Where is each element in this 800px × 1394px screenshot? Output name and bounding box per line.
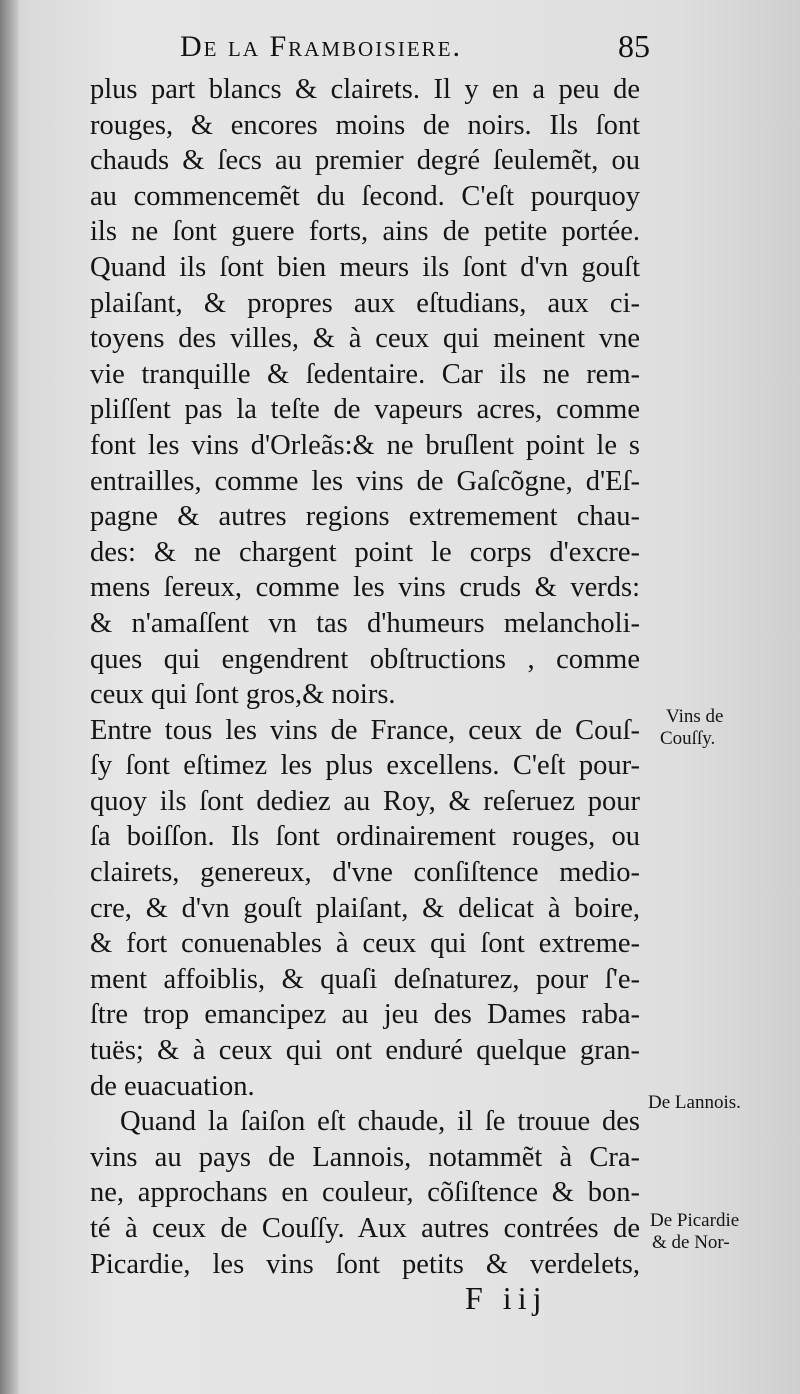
text-line: tuës; & à ceux qui ont enduré quelque gran- xyxy=(90,1035,640,1067)
page-number: 85 xyxy=(618,28,650,64)
text-line: ſy ſont eſtimez les plus excellens. C'eſt pour- xyxy=(90,750,640,782)
text-line: ques qui engendrent obſtructions , comme xyxy=(90,643,640,675)
text-line: quoy ils ſont dediez au Roy, & reſeruez pour xyxy=(90,785,640,817)
text-line: pagne & autres regions extremement chau- xyxy=(90,501,640,533)
text-line: Picardie, les vins ſont petits & verdelets, xyxy=(90,1248,640,1280)
text-line: toyens des villes, & à ceux qui meinent vne xyxy=(90,323,640,355)
text-line: rouges, & encores moins de noirs. Ils ſont xyxy=(90,109,640,141)
running-title: De la Framboisiere. xyxy=(180,30,463,63)
text-line: Quand ils ſont bien meurs ils ſont d'vn gouſt xyxy=(90,251,640,283)
text-line: plaiſant, & propres aux eſtudians, aux ci- xyxy=(90,287,640,319)
text-line: ment affoiblis, & quaſi deſnaturez, pour ſ'e- xyxy=(90,963,640,995)
margin-note-coussy xyxy=(660,706,723,750)
text-line: ſtre trop emancipez au jeu des Dames raba- xyxy=(90,999,640,1031)
margin-note-lannois xyxy=(648,1092,741,1114)
margin-note-line: De Picardie xyxy=(650,1210,740,1231)
margin-note-line: De Lannois. xyxy=(648,1092,741,1113)
margin-note-line: Couſſy. xyxy=(660,728,716,749)
text-line: ne, approchans en couleur, cõſiſtence & bon- xyxy=(90,1177,640,1209)
text-line: cre, & d'vn gouſt plaiſant, & delicat à boire, xyxy=(90,892,640,924)
text-line: vie tranquille & ſedentaire. Car ils ne rem- xyxy=(90,358,640,390)
text-line: pliſſent pas la teſte de vapeurs acres, comme xyxy=(90,394,640,426)
text-line: ils ne ſont guere forts, ains de petite portée. xyxy=(90,216,640,248)
text-line: font les vins d'Orleãs:& ne bruſlent point le s xyxy=(90,429,640,461)
text-line: Entre tous les vins de France, ceux de Couſ- xyxy=(90,714,640,746)
margin-note-line: & de Nor- xyxy=(652,1232,730,1253)
text-line: plus part blancs & clairets. Il y en a peu de xyxy=(90,74,640,105)
page-header xyxy=(180,28,650,68)
text-line: chauds & ſecs au premier degré ſeulemẽt, ou xyxy=(90,145,640,177)
margin-note-line: Vins de xyxy=(666,706,724,727)
margin-note-picardie xyxy=(650,1210,739,1254)
text-line: entrailles, comme les vins de Gaſcõgne, d'Eſ- xyxy=(90,465,640,497)
text-line: de euacuation. xyxy=(90,1070,255,1102)
text-line: ſa boiſſon. Ils ſont ordinairement rouges, ou xyxy=(90,821,640,853)
body-text xyxy=(90,72,640,1282)
text-line: clairets, genereux, d'vne conſiſtence medio- xyxy=(90,857,640,889)
text-line: vins au pays de Lannois, notammẽt à Cra- xyxy=(90,1141,640,1173)
signature-mark: F iij xyxy=(465,1280,548,1316)
text-line: des: & ne chargent point le corps d'excre- xyxy=(90,536,640,568)
text-line: & n'amaſſent vn tas d'humeurs melancholi- xyxy=(90,607,640,639)
text-line: ceux qui ſont gros,& noirs. xyxy=(90,679,396,711)
text-line: au commencemẽt du ſecond. C'eſt pourquoy xyxy=(90,180,640,212)
text-line: & fort conuenables à ceux qui ſont extreme- xyxy=(90,928,640,960)
text-line: Quand la ſaiſon eſt chaude, il ſe trouue des xyxy=(120,1106,640,1138)
text-line: té à ceux de Couſſy. Aux autres contrées de xyxy=(90,1213,640,1244)
text-line: mens ſereux, comme les vins cruds & verds: xyxy=(90,572,640,604)
